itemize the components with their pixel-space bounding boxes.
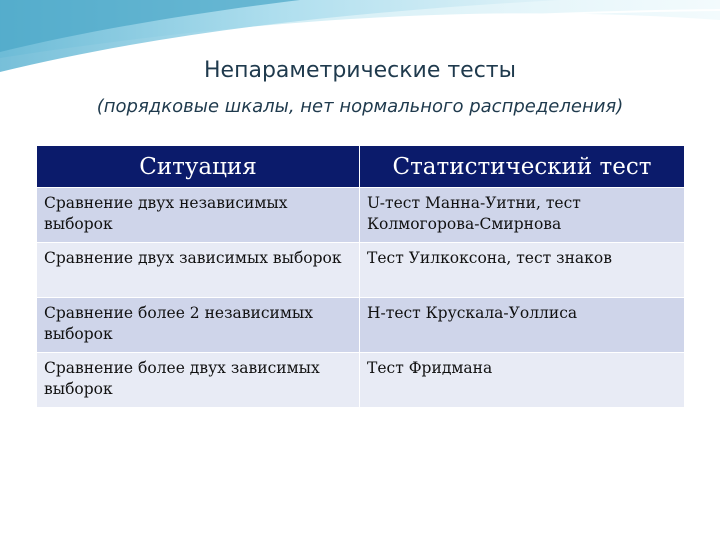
- table-cell-situation: Сравнение двух независимых выборок: [37, 188, 360, 243]
- column-header-statistical-test: Статистический тест: [360, 146, 685, 188]
- table-cell-test: Тест Фридмана: [360, 353, 685, 408]
- table-cell-situation: Сравнение более двух зависимых выборок: [37, 353, 360, 408]
- table-row: [37, 243, 685, 298]
- table-cell-situation: Сравнение более 2 независимых выборок: [37, 298, 360, 353]
- column-header-situation: Ситуация: [37, 146, 360, 188]
- table-row: [37, 353, 685, 408]
- table-cell-situation: Сравнение двух зависимых выборок: [37, 243, 360, 298]
- table-cell-test: Тест Уилкоксона, тест знаков: [360, 243, 685, 298]
- table-cell-test: U-тест Манна-Уитни, тест Колмогорова-Смирнова: [360, 188, 685, 243]
- table-header-row: [37, 146, 685, 188]
- nonparametric-tests-table: [36, 145, 685, 408]
- table-row: [37, 188, 685, 243]
- table-cell-test: H-тест Крускала-Уоллиса: [360, 298, 685, 353]
- slide-title: Непараметрические тесты: [204, 58, 516, 83]
- table-row: [37, 298, 685, 353]
- slide-subtitle: (порядковые шкалы, нет нормального распределения): [96, 96, 624, 117]
